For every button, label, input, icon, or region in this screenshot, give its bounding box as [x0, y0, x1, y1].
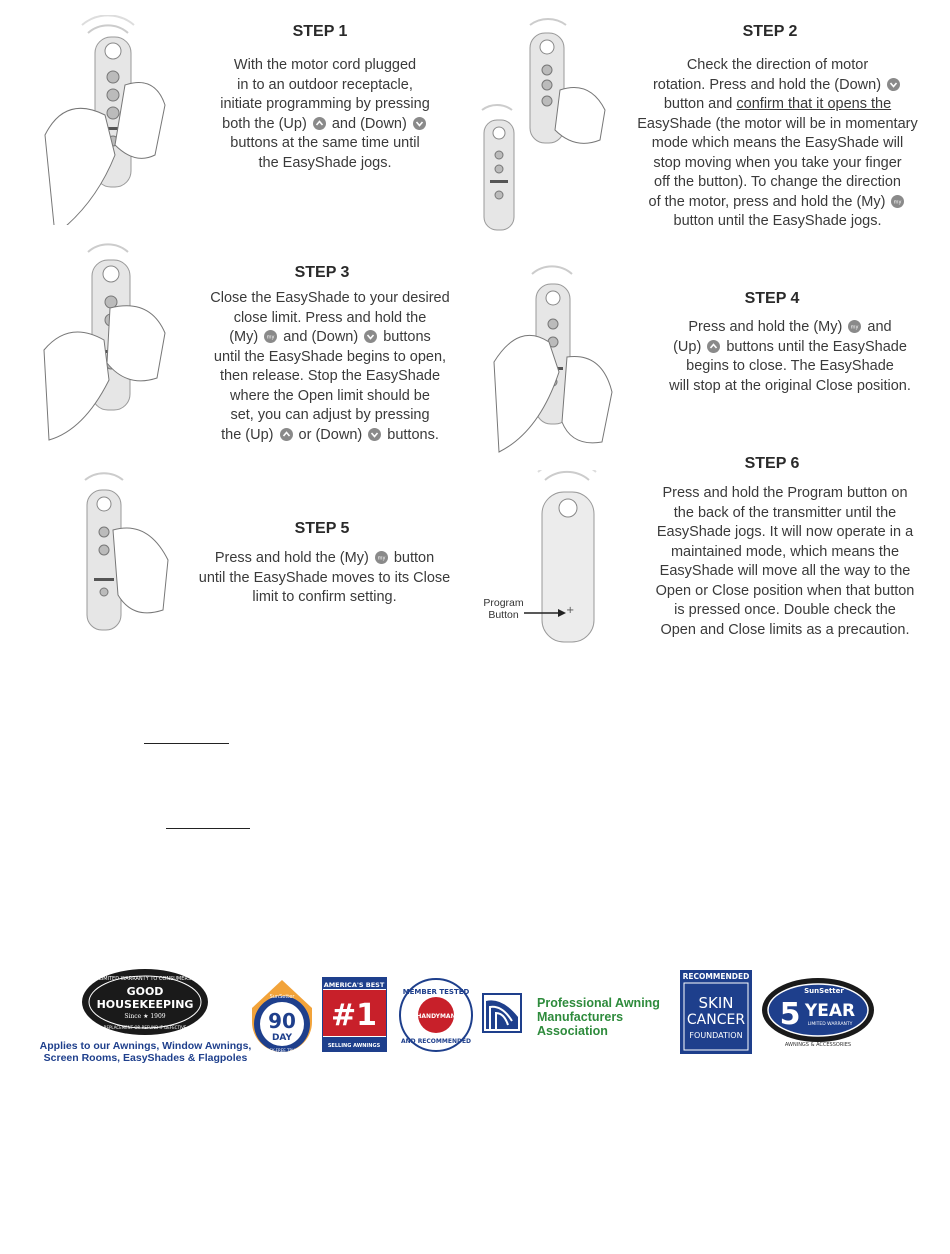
my-button-icon — [848, 320, 861, 333]
step4-illustration — [492, 262, 622, 467]
skin-cancer-badge — [680, 970, 752, 1054]
svg-text:my: my — [377, 555, 386, 562]
down-button-icon — [364, 330, 377, 343]
americas-best-text: AMERICA'S BEST — [323, 981, 385, 989]
pama-line2: Manufacturers Association — [537, 1010, 624, 1038]
step6-line: maintained mode, which means the — [670, 543, 900, 560]
step6-line: Open or Close position when that button — [655, 582, 915, 599]
trial-bottom: RISK-FREE TRIAL — [265, 1048, 299, 1053]
warranty-brand: SunSetter — [804, 987, 844, 995]
step3-line: (My) my and (Down) buttons — [229, 329, 431, 345]
step5-title: STEP 5 — [294, 520, 350, 537]
step6-text — [625, 484, 945, 640]
five-year-warranty-badge — [760, 976, 876, 1048]
good-housekeeping-caption — [38, 1040, 253, 1064]
my-button-icon — [891, 195, 904, 208]
skin-recommended: RECOMMENDED — [682, 972, 750, 981]
gh-caption-line2: Screen Rooms, EasyShades & Flagpoles — [43, 1052, 248, 1064]
step6-line: is pressed once. Double check the — [674, 602, 896, 618]
warranty-year: YEAR — [804, 1001, 856, 1021]
step4-text — [630, 318, 950, 396]
skin-line1: SKIN — [698, 994, 734, 1012]
step3-line: Close the EasyShade to your desired — [210, 290, 450, 306]
step2-line: button and confirm that it opens the — [663, 96, 892, 112]
pama-line1: Professional Awning — [537, 996, 660, 1010]
step1-line: in to an outdoor receptacle, — [237, 76, 413, 93]
handyman-top: MEMBER TESTED — [402, 988, 470, 996]
pama-text — [537, 996, 682, 1038]
step2-line: Check the direction of motor — [686, 57, 869, 73]
step1-line: both the (Up) and (Down) — [185, 115, 465, 135]
step4-line: will stop at the original Close position. — [669, 377, 911, 394]
skin-line2: CANCER — [686, 1012, 746, 1028]
step3-illustration — [40, 240, 180, 450]
step1-title: STEP 1 — [292, 23, 348, 40]
up-button-icon — [707, 340, 720, 353]
step2-line: stop moving when you take your finger — [653, 154, 902, 171]
down-button-icon — [413, 117, 426, 130]
trial-day: DAY — [271, 1033, 293, 1043]
step5-line: Press and hold the (My) my button — [214, 550, 435, 566]
step1-line: initiate programming by pressing — [220, 96, 430, 112]
program-label-line1: Program — [483, 597, 524, 609]
warranty-bottom: AWNINGS & ACCESSORIES — [784, 1042, 852, 1048]
up-button-icon — [313, 117, 326, 130]
svg-text:my: my — [894, 199, 902, 205]
step1-line: the EasyShade jogs. — [258, 154, 392, 171]
skin-line3: FOUNDATION — [689, 1031, 743, 1040]
handyman-bottom: AND RECOMMENDED — [400, 1038, 472, 1045]
step5-line: until the EasyShade moves to its Close — [198, 569, 451, 586]
step3-line: set, you can adjust by pressing — [230, 407, 430, 423]
step6-title: STEP 6 — [744, 455, 800, 472]
gh-bottom-text: REPLACEMENT OR REFUND IF DEFECTIVE — [103, 1025, 187, 1030]
trial-top: SunSetter — [269, 994, 295, 1000]
handyman-badge — [398, 977, 474, 1053]
step6-line: the back of the transmitter until the — [673, 504, 897, 521]
gh-main2: HOUSEKEEPING — [96, 998, 194, 1011]
step2-line: button until the EasyShade jogs. — [673, 213, 882, 229]
gh-top-text: LIMITED WARRANTY TO CONSUMERS — [98, 976, 192, 982]
step2-line: off the button). To change the direction — [654, 174, 901, 190]
warranty-num: 5 — [779, 997, 801, 1032]
step2-line: rotation. Press and hold the (Down) — [605, 76, 950, 96]
svg-text:+: + — [566, 605, 575, 616]
step5-line: limit to confirm setting. — [252, 589, 397, 605]
step2-text — [605, 56, 950, 232]
step1-line: With the motor cord plugged — [233, 57, 417, 73]
blank-rule-line — [144, 743, 229, 744]
pama-logo-icon — [482, 993, 522, 1033]
gh-caption-line1: Applies to our Awnings, Window Awnings, — [39, 1040, 252, 1052]
svg-text:my: my — [266, 334, 275, 341]
trial-num: 90 — [268, 1009, 296, 1033]
step2-line: EasyShade (the motor will be in momentary — [637, 115, 918, 132]
up-button-icon — [280, 428, 293, 441]
selling-awnings-text: SELLING AWNINGS — [327, 1043, 381, 1049]
svg-text:my: my — [850, 324, 859, 331]
program-label-line2: Button — [488, 609, 519, 621]
step5-illustration — [55, 470, 180, 650]
americas-best-badge — [322, 977, 387, 1052]
step1-text — [185, 56, 465, 173]
trial-90-day-badge — [250, 978, 314, 1058]
step6-line: Press and hold the Program button on — [662, 485, 908, 501]
step2-illustration — [470, 15, 615, 240]
step4-line: begins to close. The EasyShade — [686, 358, 894, 374]
step3-line: until the EasyShade begins to open, — [213, 348, 447, 365]
step3-line: where the Open limit should be — [230, 387, 430, 404]
step6-illustration — [520, 470, 620, 645]
step4-line: (Up) buttons until the EasyShade — [673, 338, 907, 355]
step5-text — [172, 549, 477, 608]
warranty-limited: LIMITED WARRANTY — [807, 1022, 853, 1027]
step2-line: mode which means the EasyShade will — [651, 135, 904, 151]
step3-line: close limit. Press and hold the — [233, 309, 427, 326]
good-housekeeping-seal — [80, 967, 210, 1037]
step6-line: EasyShade will move all the way to the — [659, 563, 911, 579]
blank-rule-line — [166, 828, 250, 829]
step1-line: buttons at the same time until — [230, 135, 420, 151]
step4-line: Press and hold the (My) my and — [688, 319, 892, 335]
step3-title: STEP 3 — [294, 264, 350, 281]
number-one-text: #1 — [330, 998, 378, 1033]
step3-line: then release. Stop the EasyShade — [219, 368, 441, 384]
step6-line: EasyShade jogs. It will now operate in a — [656, 524, 914, 540]
step1-illustration — [40, 15, 180, 225]
program-button-arrow — [524, 604, 566, 612]
step3-text — [180, 289, 480, 445]
step2-line: of the motor, press and hold the (My) my — [605, 193, 950, 213]
my-button-icon — [375, 551, 388, 564]
step3-line: the (Up) or (Down) buttons. — [221, 426, 439, 443]
step2-title: STEP 2 — [742, 23, 798, 40]
my-button-icon — [264, 330, 277, 343]
gh-main1: GOOD — [126, 985, 164, 998]
step4-title: STEP 4 — [744, 290, 800, 307]
gh-since: Since ★ 1909 — [124, 1013, 166, 1020]
step6-line: Open and Close limits as a precaution. — [660, 621, 910, 638]
down-button-icon — [887, 78, 900, 91]
program-button-label — [476, 597, 531, 621]
down-button-icon — [368, 428, 381, 441]
handyman-name: HANDYMAN — [416, 1013, 456, 1020]
